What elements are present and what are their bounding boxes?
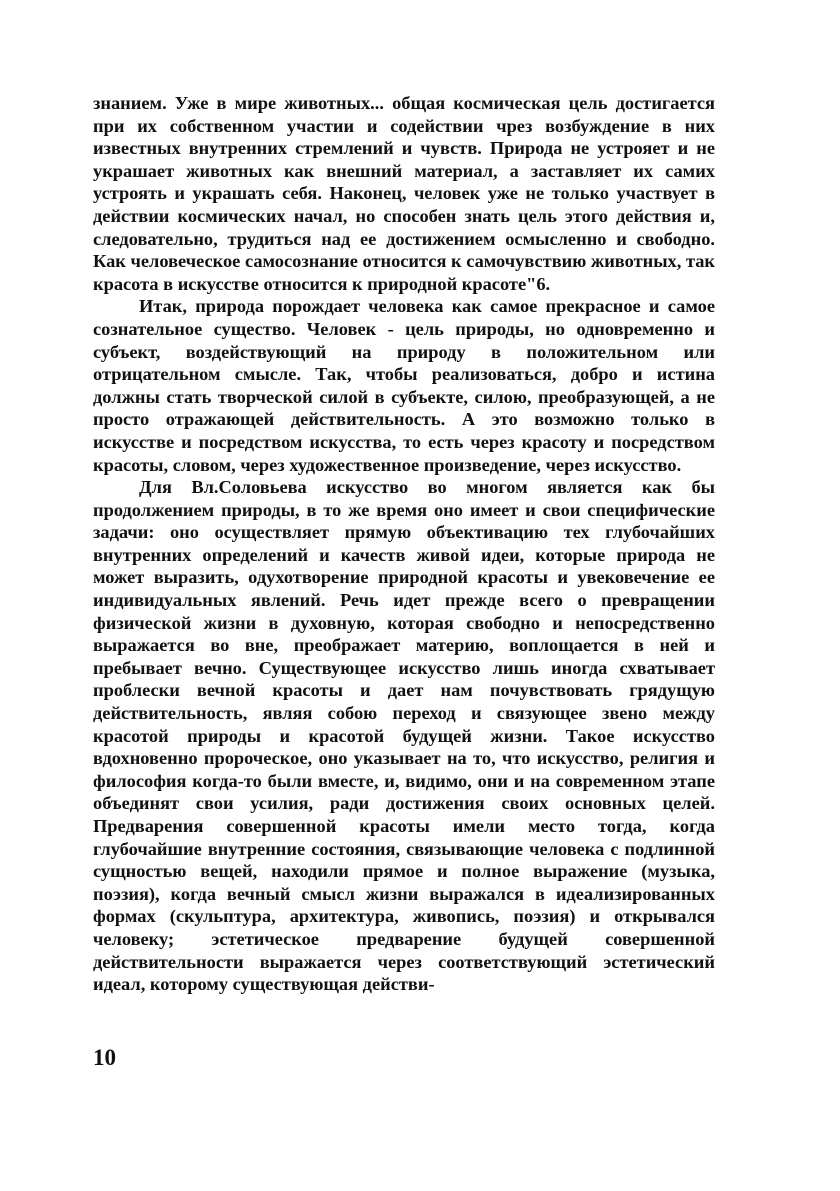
paragraph-3: Для Вл.Соловьева искусство во многом является как бы продолжением природы, в то же время оно имеет и свои специфические задачи: оно осуществляет прямую объективацию тех глубочайших внутренних определений и качеств живой идеи, которые природа не может выразить, одухотворение природной красоты и увековечение ее индивидуальных явлений. Речь идет прежде всего о превращении физической жизни в духовную, которая свободно и непосредственно выражается во вне, преображает материю, воплощается в ней и пребывает вечно. Существующее искусство лишь иногда схватывает проблески вечной красоты и дает нам почувствовать грядущую действительность, являя собою переход и связующее звено между красотой природы и красотой будущей жизни. Такое искусство вдохновенно пророческое, оно указывает на то, что искусство, религия и философия когда-то были вместе, и, видимо, они и на современном этапе объединят свои усилия, ради достижения своих основных целей. Предварения совершенной красоты имели место тогда, когда глубочайшие внутренние состояния, связывающие человека с подлинной сущностью вещей, находили прямое и полное выражение (музыка, поэзия), когда вечный смысл жизни выражался в идеализированных формах (скульптура, архитектура, живопись, поэзия) и открывался человеку; эстетическое предварение будущей совершенной действительности выражается через соответствующий эстетический идеал, которому существующая действи- xyxy=(93,477,715,995)
paragraph-1: знанием. Уже в мире животных... общая космическая цель достигается при их собственном участии и содействии чрез возбуждение в них известных внутренних стремлений и чувств. Природа не устрояет и не украшает животных как внешний материал, а заставляет их самих устроять и украшать себя. Наконец, человек уже не только участвует в действии космических начал, но способен знать цель этого действия и, следовательно, трудиться над ее достижением осмысленно и свободно. Как человеческое самосознание относится к самочувствию животных, так красота в искусстве относится к природной красоте"6. xyxy=(93,93,715,294)
page-body xyxy=(93,92,715,996)
paragraph-2: Итак, природа порождает человека как самое прекрасное и самое сознательное существо. Человек - цель природы, но одновременно и субъект, воздействующий на природу в положительном или отрицательном смысле. Так, чтобы реализоваться, добро и истина должны стать творческой силой в субъекте, силою, преобразующей, а не просто отражающей действительность. А это возможно только в искусстве и посредством искусства, то есть через красоту и посредством красоты, словом, через художественное произведение, через искусство. xyxy=(93,296,715,475)
page-number: 10 xyxy=(93,1045,116,1070)
